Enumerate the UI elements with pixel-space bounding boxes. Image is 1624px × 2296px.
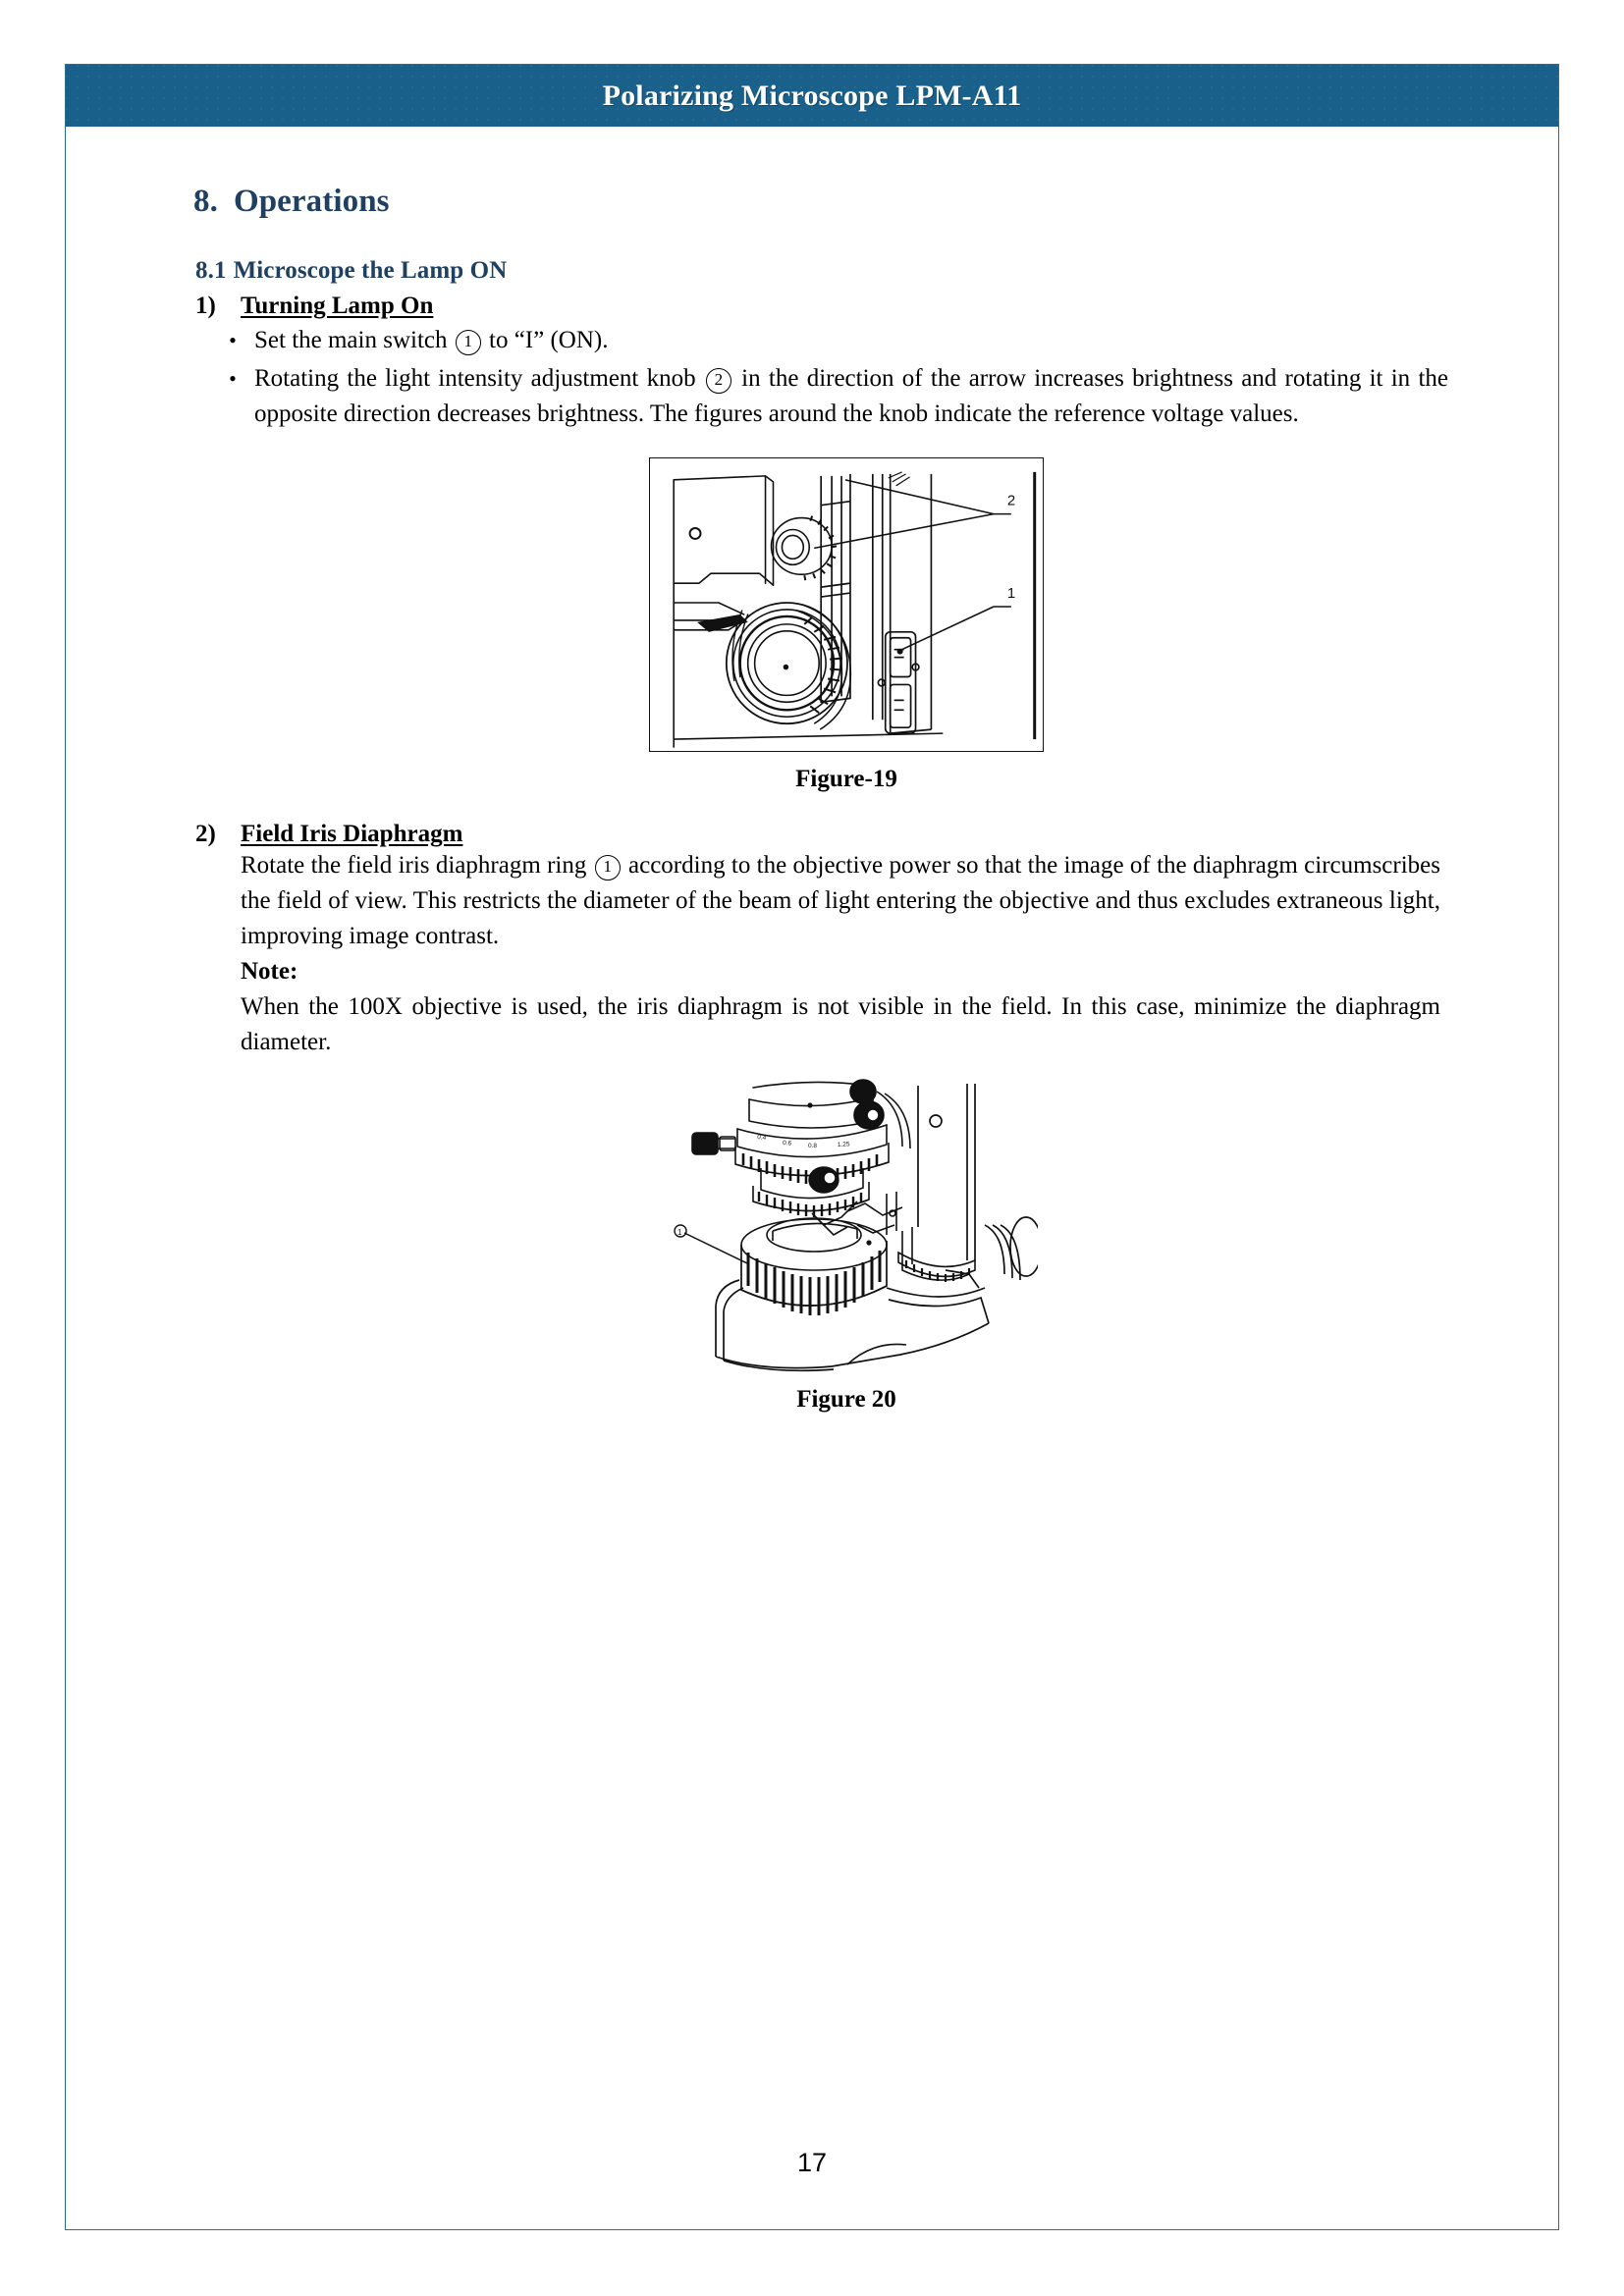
bullet-text-pre: Set the main switch bbox=[254, 327, 448, 353]
figure-20-caption: Figure 20 bbox=[796, 1386, 896, 1413]
circled-number-1: 1 bbox=[595, 855, 621, 881]
list-item-turning-lamp-on bbox=[193, 293, 1499, 320]
bullet-text bbox=[254, 361, 1499, 432]
figure-19-callout-2: 2 bbox=[1006, 493, 1016, 509]
list-item-title: Field Iris Diaphragm bbox=[241, 821, 463, 847]
condenser-iris-diaphragm-illustration bbox=[655, 1078, 1038, 1372]
circled-number-1: 1 bbox=[456, 330, 481, 355]
list-item-marker: 1) bbox=[195, 293, 216, 319]
note-text: When the 100X objective is used, the iris diaphragm is not visible in the field. In this case, minimize the diaphragm diameter. bbox=[241, 993, 1440, 1055]
section-heading bbox=[193, 127, 1499, 220]
bullet-dot-icon: • bbox=[229, 366, 237, 391]
figure-20 bbox=[193, 1078, 1499, 1414]
svg-text:0.4: 0.4 bbox=[756, 1134, 767, 1143]
section-title: Operations bbox=[233, 184, 390, 219]
document-header-banner bbox=[66, 65, 1558, 127]
bullet-dot-icon: • bbox=[229, 328, 237, 352]
bullet-list-lamp bbox=[193, 323, 1499, 432]
field-iris-body bbox=[193, 848, 1499, 1060]
bullet-text-pre: Rotating the light intensity adjustment knob bbox=[254, 365, 696, 392]
subsection-title: Microscope the Lamp ON bbox=[233, 257, 508, 284]
field-iris-paragraph bbox=[241, 848, 1440, 954]
figure-19 bbox=[193, 457, 1499, 793]
note-label: Note: bbox=[241, 958, 298, 985]
figure-20-callout-1: 1 bbox=[677, 1228, 682, 1237]
document-title: Polarizing Microscope LPM-A11 bbox=[602, 79, 1022, 112]
paragraph-post: according to the objective power so that the image of the diaphragm circumscribes the field of view. This restricts the diameter of the beam of light entering the objective and thus excludes extraneous light, improving image contrast. bbox=[241, 852, 1440, 949]
bullet-text-post: to “I” (ON). bbox=[489, 327, 609, 353]
figure-19-caption: Figure-19 bbox=[795, 766, 897, 792]
list-item-marker: 2) bbox=[195, 821, 216, 847]
svg-text:1.25: 1.25 bbox=[837, 1141, 850, 1148]
list-item bbox=[193, 361, 1499, 432]
page-number: 17 bbox=[796, 2148, 828, 2177]
page-frame bbox=[65, 64, 1559, 2230]
bullet-text-post: in the direction of the arrow increases brightness and rotating it in the opposite direction decreases brightness. The figures around the knob indicate the reference voltage values. bbox=[254, 365, 1448, 427]
microscope-lamp-switch-illustration bbox=[650, 458, 1043, 751]
figure-19-image bbox=[649, 457, 1044, 752]
svg-text:0.6: 0.6 bbox=[782, 1140, 792, 1148]
list-item bbox=[193, 323, 1499, 358]
circled-number-2: 2 bbox=[706, 368, 731, 394]
section-number: 8. bbox=[193, 184, 218, 219]
list-item-field-iris-diaphragm bbox=[193, 821, 1499, 848]
page-content bbox=[66, 127, 1558, 2229]
figure-19-callout-1: 1 bbox=[1006, 586, 1016, 603]
bullet-text bbox=[254, 323, 1499, 358]
subsection-heading bbox=[193, 220, 1499, 285]
svg-text:0.8: 0.8 bbox=[808, 1143, 818, 1149]
list-item-title: Turning Lamp On bbox=[241, 293, 434, 319]
subsection-number: 8.1 bbox=[195, 257, 227, 284]
paragraph-pre: Rotate the field iris diaphragm ring bbox=[241, 852, 587, 879]
figure-20-image bbox=[655, 1078, 1038, 1372]
